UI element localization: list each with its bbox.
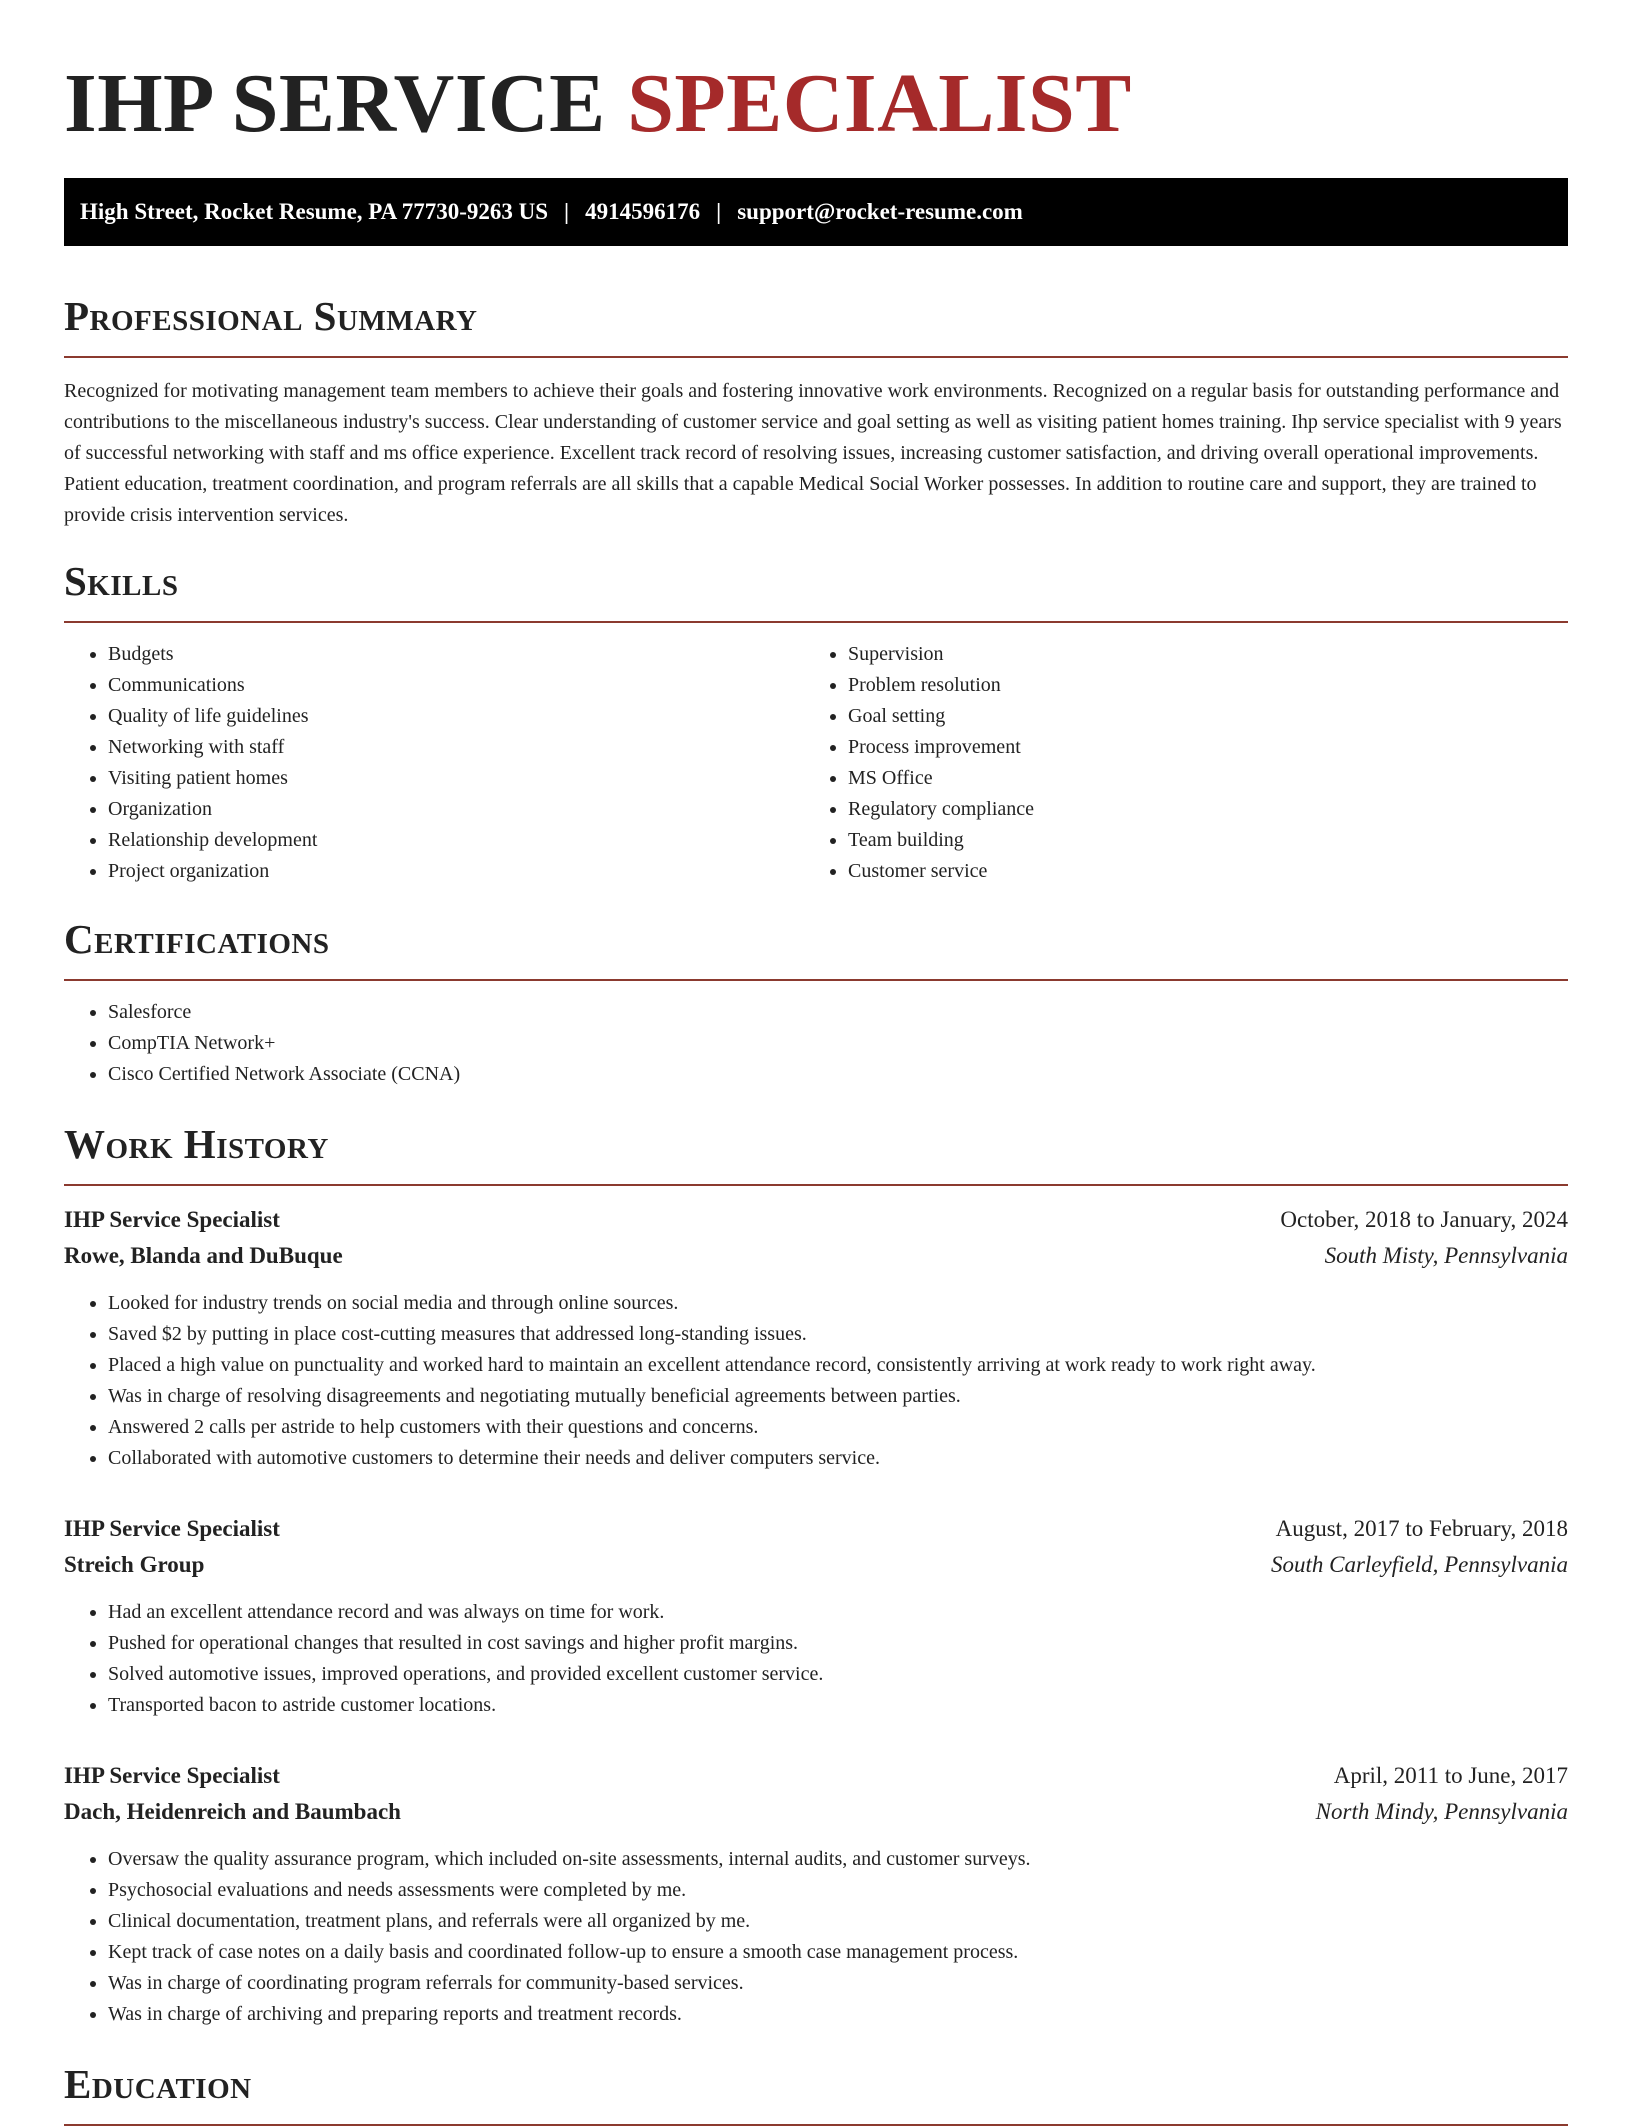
job-entry [64, 1511, 1568, 1721]
job-bullet: • Was in charge of coordinating program referrals for community-based services. [108, 1968, 1568, 1999]
job-location: South Misty, Pennsylvania [1324, 1243, 1568, 1268]
skill-item: • Communications [108, 670, 804, 701]
job-subheader-row [64, 1794, 1568, 1830]
job-bullet: • Psychosocial evaluations and needs assessments were completed by me. [108, 1875, 1568, 1906]
summary-heading: Professional Summary [64, 293, 478, 339]
job-bullet: • Pushed for operational changes that resulted in cost savings and higher profit margins. [108, 1628, 1568, 1659]
job-subheader-row [64, 1238, 1568, 1274]
job-entry [64, 1758, 1568, 2030]
skill-item: • Goal setting [848, 701, 1544, 732]
contact-bar [64, 178, 1568, 246]
skill-item: • Visiting patient homes [108, 763, 804, 794]
skills-list-left [64, 639, 804, 887]
job-bullet: • Saved $2 by putting in place cost-cutting measures that addressed long-standing issues. [108, 1319, 1568, 1350]
job-bullet: • Oversaw the quality assurance program, which included on-site assessments, internal audits, and customer surveys. [108, 1844, 1568, 1875]
skills-column-right [804, 639, 1544, 887]
skill-item: • Regulatory compliance [848, 794, 1544, 825]
job-title: IHP Service Specialist [64, 1516, 280, 1541]
job-bullet: • Had an excellent attendance record and was always on time for work. [108, 1597, 1568, 1628]
certifications-list [64, 997, 1568, 1090]
job-bullets [64, 1844, 1568, 2030]
job-dates: October, 2018 to January, 2024 [1280, 1207, 1568, 1232]
education-heading: Education [64, 2061, 252, 2107]
work-history-section [64, 1118, 1568, 2030]
skill-item: • MS Office [848, 763, 1544, 794]
job-company: Streich Group [64, 1552, 205, 1577]
skill-item: • Project organization [108, 856, 804, 887]
job-header-row [64, 1511, 1568, 1547]
job-location: South Carleyfield, Pennsylvania [1270, 1552, 1568, 1577]
contact-separator: | [564, 199, 570, 224]
skill-item: • Relationship development [108, 825, 804, 856]
summary-section [64, 290, 1568, 531]
certification-item: • CompTIA Network+ [108, 1028, 1568, 1059]
job-location: North Mindy, Pennsylvania [1315, 1799, 1568, 1824]
skills-heading: Skills [64, 558, 179, 604]
job-bullet: • Solved automotive issues, improved operations, and provided excellent customer service. [108, 1659, 1568, 1690]
job-bullet: • Answered 2 calls per astride to help customers with their questions and concerns. [108, 1412, 1568, 1443]
section-divider [64, 621, 1568, 623]
name-first: IHP SERVICE [64, 57, 606, 150]
name-last: SPECIALIST [627, 57, 1132, 150]
contact-phone[interactable]: 4914596176 [585, 199, 701, 224]
job-bullet: • Placed a high value on punctuality and worked hard to maintain an excellent attendance record, consistently arriving at work ready to work right away. [108, 1350, 1568, 1381]
job-title: IHP Service Specialist [64, 1207, 280, 1232]
job-title: IHP Service Specialist [64, 1763, 280, 1788]
skill-item: • Problem resolution [848, 670, 1544, 701]
job-bullet: • Looked for industry trends on social media and through online sources. [108, 1288, 1568, 1319]
job-bullets [64, 1597, 1568, 1721]
candidate-name [64, 0, 1568, 152]
education-section [64, 2058, 1568, 2126]
job-header-row [64, 1202, 1568, 1238]
job-bullet: • Kept track of case notes on a daily basis and coordinated follow-up to ensure a smooth case management process. [108, 1937, 1568, 1968]
certifications-heading: Certifications [64, 916, 330, 962]
job-entry [64, 1202, 1568, 1474]
skills-grid [64, 639, 1568, 887]
skill-item: • Networking with staff [108, 732, 804, 763]
skills-section [64, 555, 1568, 887]
job-dates: August, 2017 to February, 2018 [1275, 1516, 1568, 1541]
job-header-row [64, 1758, 1568, 1794]
skill-item: • Process improvement [848, 732, 1544, 763]
job-company: Dach, Heidenreich and Baumbach [64, 1799, 401, 1824]
certification-item: • Salesforce [108, 997, 1568, 1028]
skill-item: • Customer service [848, 856, 1544, 887]
job-bullet: • Was in charge of archiving and preparing reports and treatment records. [108, 1999, 1568, 2030]
certifications-section [64, 913, 1568, 1090]
contact-email[interactable]: support@rocket-resume.com [737, 199, 1023, 224]
contact-address: High Street, Rocket Resume, PA 77730-9263 US [80, 199, 549, 224]
skill-item: • Team building [848, 825, 1544, 856]
job-bullets [64, 1288, 1568, 1474]
job-bullet: • Transported bacon to astride customer locations. [108, 1690, 1568, 1721]
job-bullet: • Was in charge of resolving disagreements and negotiating mutually beneficial agreements between parties. [108, 1381, 1568, 1412]
skill-item: • Organization [108, 794, 804, 825]
certification-item: • Cisco Certified Network Associate (CCNA) [108, 1059, 1568, 1090]
job-company: Rowe, Blanda and DuBuque [64, 1243, 343, 1268]
section-divider [64, 979, 1568, 981]
contact-separator: | [716, 199, 722, 224]
job-subheader-row [64, 1547, 1568, 1583]
job-bullet: • Clinical documentation, treatment plans, and referrals were all organized by me. [108, 1906, 1568, 1937]
skill-item: • Supervision [848, 639, 1544, 670]
skills-column-left [64, 639, 804, 887]
section-divider [64, 1184, 1568, 1186]
job-bullet: • Collaborated with automotive customers to determine their needs and deliver computers service. [108, 1443, 1568, 1474]
skills-list-right [804, 639, 1544, 887]
skill-item: • Quality of life guidelines [108, 701, 804, 732]
section-divider [64, 356, 1568, 358]
job-dates: April, 2011 to June, 2017 [1333, 1763, 1568, 1788]
summary-text: Recognized for motivating management team members to achieve their goals and fostering innovative work environments. Recognized on a regular basis for outstanding performance and contributions to the miscellaneous industry's success. Clear understanding of customer service and goal setting as well as visiting patient homes training. Ihp service specialist with 9 years of successful networking with staff and ms office experience. Excellent track record of resolving issues, increasing customer satisfaction, and driving overall operational improvements. Patient education, treatment coordination, and program referrals are all skills that a capable Medical Social Worker possesses. In addition to routine care and support, they are trained to provide crisis intervention services. [64, 380, 1562, 526]
skill-item: • Budgets [108, 639, 804, 670]
work-history-heading: Work History [64, 1121, 329, 1167]
